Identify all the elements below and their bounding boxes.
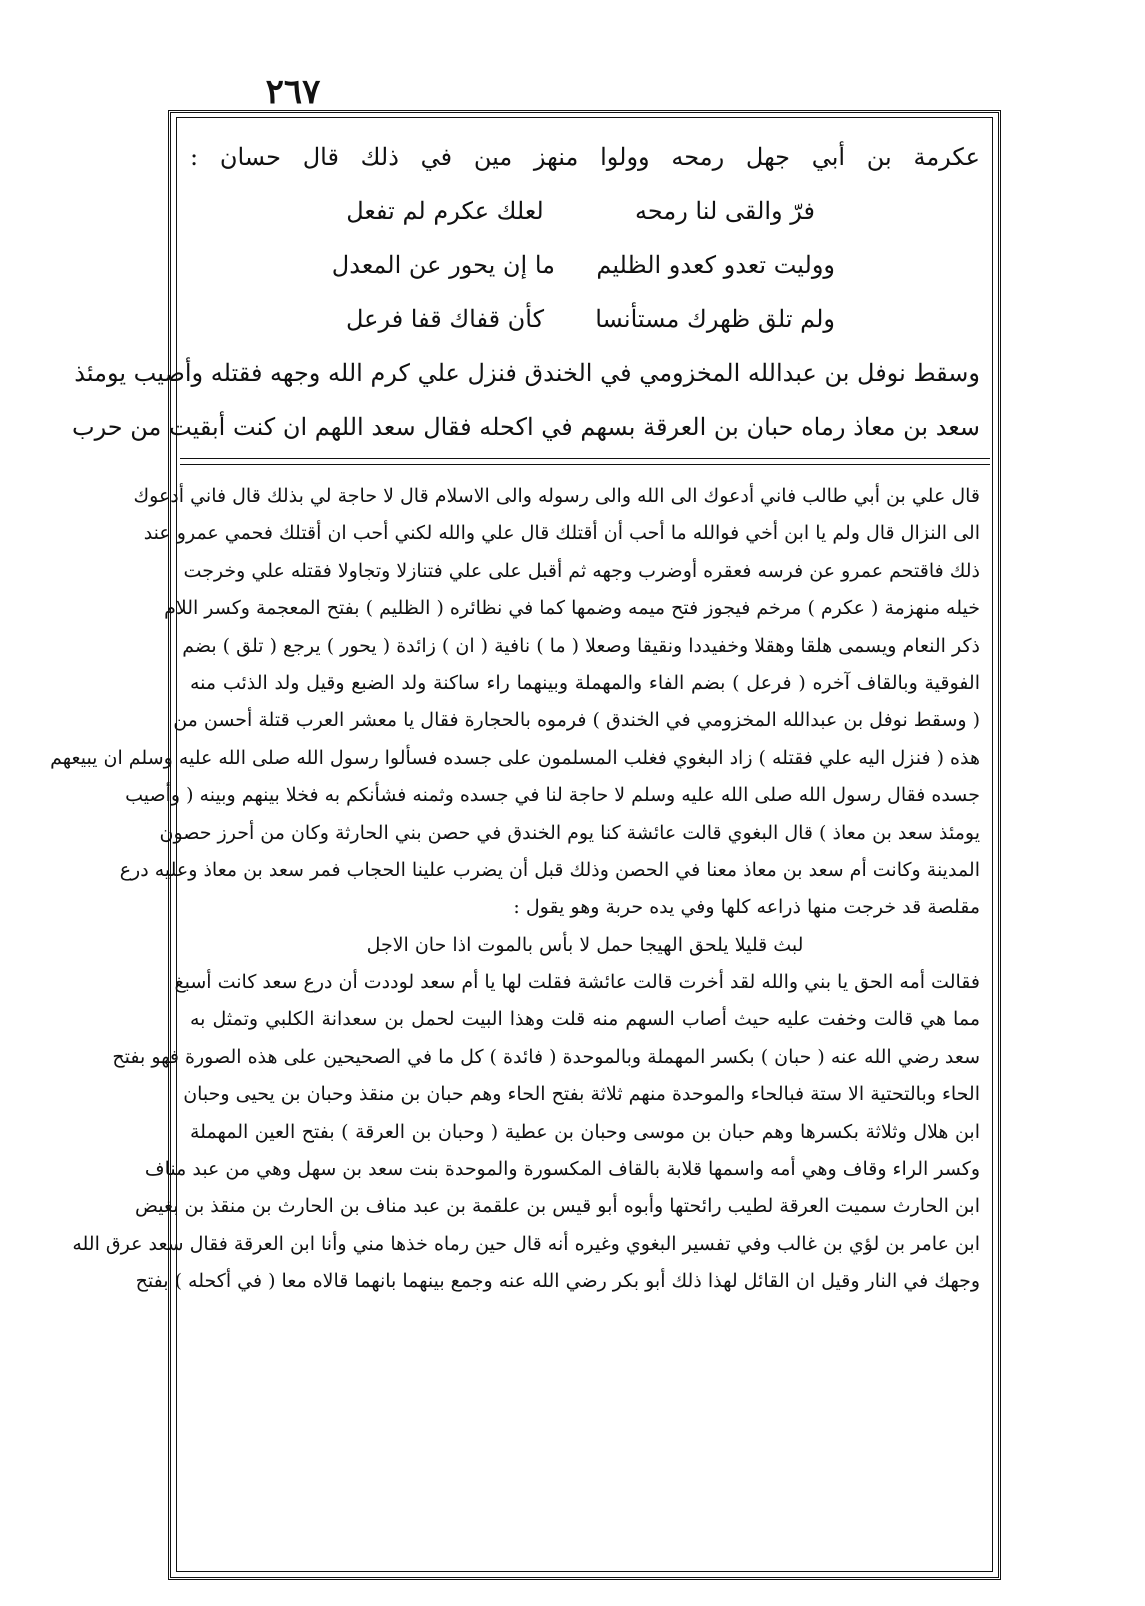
commentary-line: الفوقية وبالقاف آخره ( فرعل ) بضم الفاء والمهملة وبينهما راء ساكنة ولد الضبع وقيل ولد الذئب منه [190, 671, 980, 694]
commentary-line: فقالت أمه الحق يا بني والله لقد أخرت قالت عائشة فقلت لها يا أم سعد لوددت أن درع سعد كانت أسبغ [174, 971, 980, 994]
verse-second-hemistich: لعلك عكرم لم تفعل [346, 197, 544, 225]
main-text-line: وسقط نوفل بن عبدالله المخزومي في الخندق فنزل علي كرم الله وجهه فقتله وأصيب يومئذ [74, 359, 980, 387]
verse-line [190, 184, 980, 238]
commentary-line: ذكر النعام ويسمى هلقا وهقلا وخفيددا ونقيقا وصعلا ( ما ) نافية ( ان ) زائدة ( يحور ) يرجع ( تلق ) بضم [182, 634, 980, 657]
commentary-line: مقلصة قد خرجت منها ذراعه كلها وفي يده حربة وهو يقول : [513, 896, 980, 919]
commentary-line: مما هي قالت وخفت عليه حيث أصاب السهم منه قلت وهذا البيت لحمل بن سعدانة الكلبي وتمثل به [190, 1008, 980, 1031]
commentary-line: وجهك في النار وقيل ان القائل لهذا ذلك أبو بكر رضي الله عنه وجمع بينهما بانهما قالاه معا ( في أكحله ) بفتح [135, 1270, 980, 1293]
commentary-line: جسده فقال رسول الله صلى الله عليه وسلم لا حاجة لنا في جسده وثمنه فشأنكم به فخلا بينهم وبينه ( وأصيب [125, 784, 980, 807]
verse-first-hemistich: ولم تلق ظهرك مستأنسا [595, 305, 835, 333]
commentary-line: ( وسقط نوفل بن عبدالله المخزومي في الخندق ) فرموه بالحجارة فقال يا معشر العرب قتلة أحسن من [173, 709, 980, 732]
page-number: ٢٦٧ [265, 72, 321, 112]
main-text-line: سعد بن معاذ رماه حبان بن العرقة بسهم في اكحله فقال سعد اللهم ان كنت أبقيت من حرب [71, 413, 980, 441]
commentary-line: ذلك فاقتحم عمرو عن فرسه فعقره أوضرب وجهه ثم أقبل على علي فتنازلا وتجاولا فقتله علي وخرجت [183, 559, 980, 582]
verse-second-hemistich: كأن قفاك قفا فرعل [345, 305, 545, 333]
verse-first-hemistich: فرّ والقى لنا رمحه [635, 197, 815, 225]
section-divider [180, 458, 990, 459]
commentary-line: هذه ( فنزل اليه علي فقتله ) زاد البغوي فغلب المسلمون على جسده فسألوا رسول الله صلى الله عليه وسلم ان يبيعهم [50, 746, 980, 769]
commentary-line: يومئذ سعد بن معاذ ) قال البغوي قالت عائشة كنا يوم الخندق في حصن بني الحارثة وكان من أحرز حصون [159, 821, 980, 844]
main-text-line: عكرمة بن أبي جهل رمحه وولوا منهز مين في ذلك قال حسان : [190, 143, 980, 171]
commentary-line: ابن الحارث سميت العرقة لطيب رائحتها وأبوه أبو قيس بن علقمة بن عبد مناف بن الحارث بن منقذ بن بغيض [135, 1195, 980, 1218]
commentary-line: خيله منهزمة ( عكرم ) مرخم فيجوز فتح ميمه وضمها كما في نظائره ( الظليم ) بفتح المعجمة وكسر اللام [164, 597, 980, 620]
commentary-verse: لبث قليلا يلحق الهيجا حمل لا بأس بالموت اذا حان الاجل [366, 933, 804, 956]
commentary-line: قال علي بن أبي طالب فاني أدعوك الى الله والى رسوله والى الاسلام قال لا حاجة لي بذلك قال فاني أدعوك [133, 485, 980, 507]
commentary-line: سعد رضي الله عنه ( حبان ) بكسر المهملة وبالموحدة ( فائدة ) كل ما في الصحيحين على هذه الصورة فهو بفتح [112, 1045, 980, 1068]
commentary-line: الحاء وبالتحتية الا ستة فبالحاء والموحدة منهم ثلاثة بفتح الحاء وهم حبان بن منقذ وحبان بن يحيى وحبان [183, 1083, 980, 1106]
commentary-line: الى النزال قال ولم يا ابن أخي فوالله ما أحب أن أقتلك قال علي والله لكني أحب ان أقتلك فحمي عمرو عند [143, 522, 980, 545]
commentary-text [50, 478, 980, 1301]
section-divider [180, 464, 990, 465]
verse-first-hemistich: ووليت تعدو كعدو الظليم [596, 251, 835, 279]
verse-line [190, 292, 980, 346]
verse-second-hemistich: ما إن يحور عن المعدل [331, 251, 555, 279]
commentary-line: وكسر الراء وقاف وهي أمه واسمها قلابة بالقاف المكسورة والموحدة بنت سعد بن سهل وهي من عبد مناف [144, 1158, 980, 1181]
commentary-line: المدينة وكانت أم سعد بن معاذ معنا في الحصن وذلك قبل أن يضرب علينا الحجاب فمر سعد بن معاذ وعليه درع [119, 858, 980, 881]
commentary-line: ابن هلال وثلاثة بكسرها وهم حبان بن موسى وحبان بن عطية ( وحبان بن العرقة ) بفتح العين المهملة [190, 1120, 980, 1143]
main-text [71, 130, 980, 454]
commentary-line: ابن عامر بن لؤي بن غالب وفي تفسير البغوي وغيره أنه قال حين رماه خذها مني وأنا ابن العرقة فقال سعد عرق الله [72, 1232, 980, 1255]
verse-line [190, 238, 980, 292]
